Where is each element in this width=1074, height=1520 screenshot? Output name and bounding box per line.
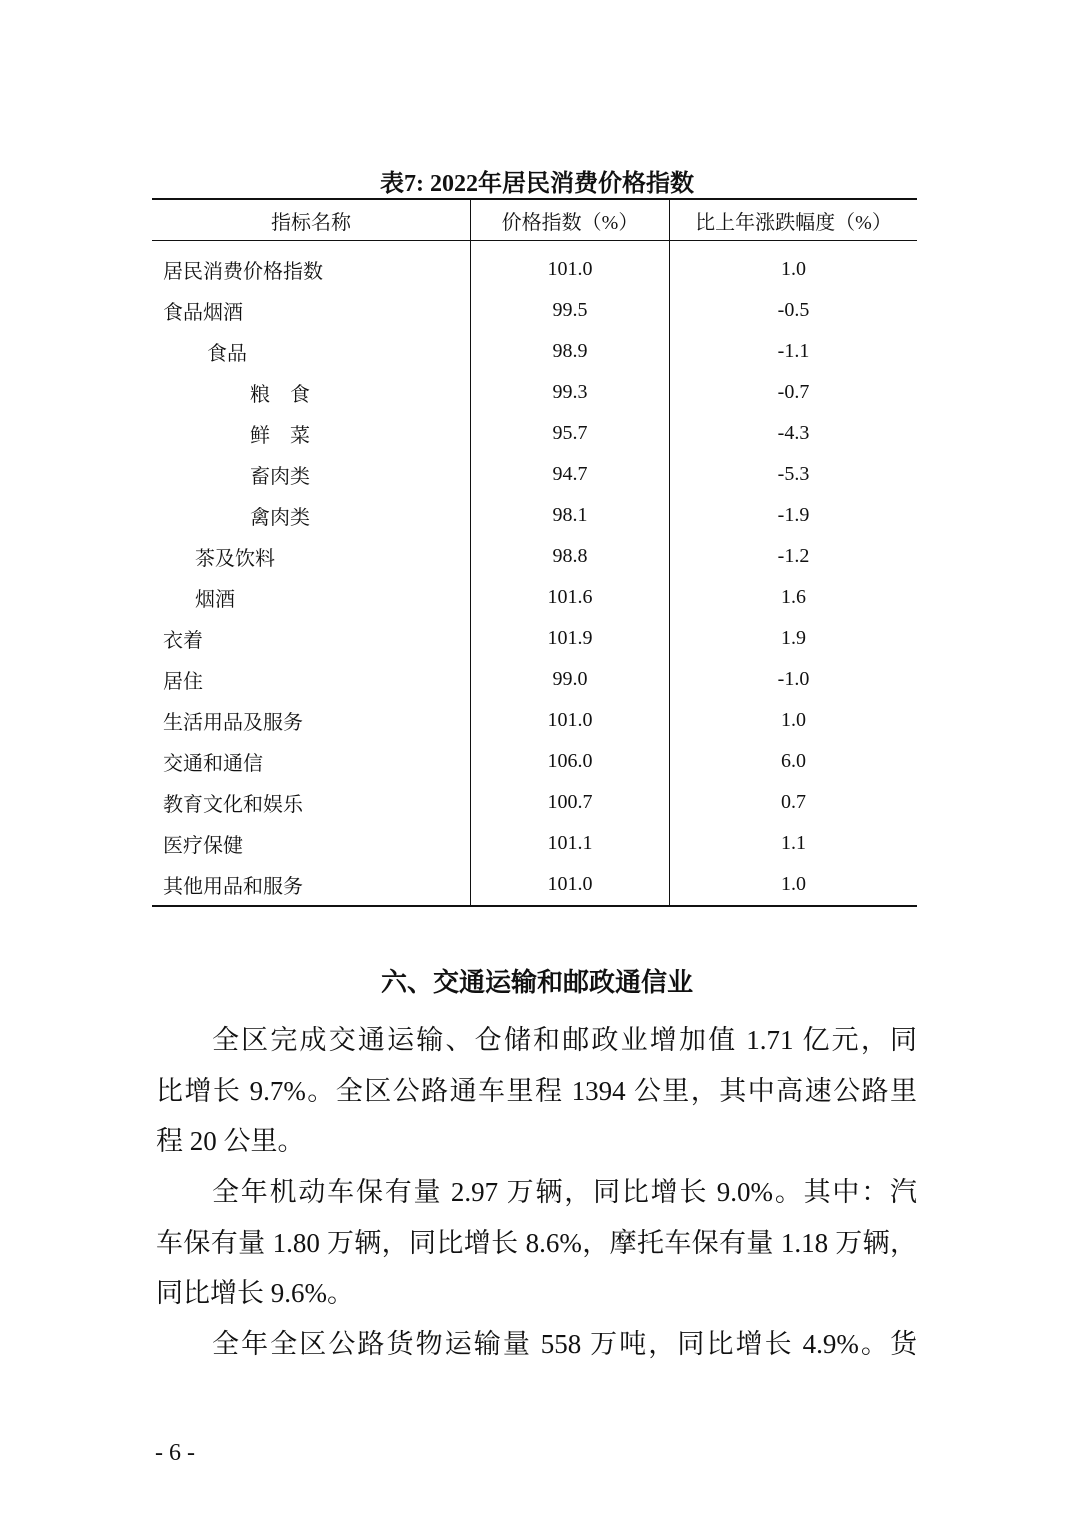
paragraph-line: 程 20 公里。 bbox=[156, 1126, 305, 1156]
row-yoy-change: -0.7 bbox=[670, 372, 918, 413]
paragraph-line: 车保有量 1.80 万辆，同比增长 8.6%，摩托车保有量 1.18 万辆， bbox=[156, 1227, 917, 1258]
table-row bbox=[152, 536, 917, 577]
table-row bbox=[152, 864, 917, 906]
row-name: 食品 bbox=[207, 343, 247, 365]
paragraph-2 bbox=[156, 1167, 917, 1319]
paragraph-line: 全年机动车保有量 2.97 万辆，同比增长 9.0%。其中：汽 bbox=[212, 1177, 917, 1207]
row-yoy-change: -1.2 bbox=[670, 536, 918, 577]
table-row bbox=[152, 782, 917, 823]
row-name: 食品烟酒 bbox=[163, 302, 243, 324]
row-price-index: 106.0 bbox=[471, 741, 670, 782]
row-name: 交通和通信 bbox=[163, 753, 263, 775]
paragraph-line: 比增长 9.7%。全区公路通车里程 1394 公里，其中高速公路里 bbox=[156, 1075, 917, 1106]
table-row bbox=[152, 290, 917, 331]
row-name: 畜肉类 bbox=[250, 466, 310, 488]
row-name: 茶及饮料 bbox=[195, 548, 275, 570]
row-yoy-change: 1.0 bbox=[670, 700, 918, 741]
row-name: 教育文化和娱乐 bbox=[163, 794, 303, 816]
table-header-row bbox=[152, 199, 917, 241]
row-name: 居民消费价格指数 bbox=[163, 261, 323, 283]
row-name: 医疗保健 bbox=[163, 835, 243, 857]
table-title: 表7: 2022年居民消费价格指数 bbox=[380, 171, 694, 197]
row-yoy-change: -4.3 bbox=[670, 413, 918, 454]
row-name: 其他用品和服务 bbox=[152, 864, 471, 906]
paragraph-1 bbox=[156, 1015, 917, 1167]
row-name: 粮 食 bbox=[250, 384, 310, 406]
table-row bbox=[152, 331, 917, 372]
table-body bbox=[152, 241, 917, 907]
page-number: - 6 - bbox=[155, 1440, 195, 1466]
row-price-index: 101.6 bbox=[471, 577, 670, 618]
paragraph-line: 同比增长 9.6%。 bbox=[156, 1278, 354, 1308]
row-name: 衣着 bbox=[163, 630, 203, 652]
row-price-index: 99.3 bbox=[471, 372, 670, 413]
table-row bbox=[152, 454, 917, 495]
row-price-index: 101.9 bbox=[471, 618, 670, 659]
row-price-index: 99.0 bbox=[471, 659, 670, 700]
table-row bbox=[152, 241, 917, 291]
table-row bbox=[152, 495, 917, 536]
row-name: 生活用品及服务 bbox=[163, 712, 303, 734]
row-price-index: 101.0 bbox=[471, 700, 670, 741]
row-yoy-change: -0.5 bbox=[670, 290, 918, 331]
section-heading: 六、交通运输和邮政通信业 bbox=[380, 968, 693, 997]
cpi-table bbox=[152, 198, 917, 907]
table-row bbox=[152, 372, 917, 413]
row-yoy-change: 1.6 bbox=[670, 577, 918, 618]
row-price-index: 101.1 bbox=[471, 823, 670, 864]
row-yoy-change: -1.9 bbox=[670, 495, 918, 536]
row-yoy-change: 1.0 bbox=[670, 864, 918, 906]
paragraph-3 bbox=[156, 1319, 917, 1370]
row-name: 烟酒 bbox=[195, 589, 235, 611]
table-row bbox=[152, 618, 917, 659]
header-yoy-change: 比上年涨跌幅度（%） bbox=[670, 199, 918, 241]
table-row bbox=[152, 413, 917, 454]
table-row bbox=[152, 823, 917, 864]
row-yoy-change: -5.3 bbox=[670, 454, 918, 495]
paragraph-line: 全区完成交通运输、仓储和邮政业增加值 1.71 亿元，同 bbox=[212, 1025, 917, 1055]
row-price-index: 94.7 bbox=[471, 454, 670, 495]
row-price-index: 99.5 bbox=[471, 290, 670, 331]
row-price-index: 101.0 bbox=[471, 864, 670, 906]
row-price-index: 95.7 bbox=[471, 413, 670, 454]
row-price-index: 98.1 bbox=[471, 495, 670, 536]
row-price-index: 98.8 bbox=[471, 536, 670, 577]
header-price-index: 价格指数（%） bbox=[471, 199, 670, 241]
table-row bbox=[152, 577, 917, 618]
table-row bbox=[152, 741, 917, 782]
header-indicator-name: 指标名称 bbox=[271, 211, 351, 234]
row-yoy-change: 1.0 bbox=[670, 241, 918, 291]
row-yoy-change: 0.7 bbox=[670, 782, 918, 823]
row-name: 禽肉类 bbox=[250, 507, 310, 529]
row-name: 居住 bbox=[163, 671, 203, 693]
row-name: 鲜 菜 bbox=[250, 425, 310, 447]
row-price-index: 101.0 bbox=[471, 241, 670, 291]
table-row bbox=[152, 700, 917, 741]
row-yoy-change: 1.1 bbox=[670, 823, 918, 864]
row-yoy-change: -1.0 bbox=[670, 659, 918, 700]
table-row bbox=[152, 659, 917, 700]
row-price-index: 100.7 bbox=[471, 782, 670, 823]
row-price-index: 98.9 bbox=[471, 331, 670, 372]
row-yoy-change: 1.9 bbox=[670, 618, 918, 659]
row-yoy-change: -1.1 bbox=[670, 331, 918, 372]
paragraph-line: 全年全区公路货物运输量 558 万吨，同比增长 4.9%。货 bbox=[212, 1329, 917, 1359]
row-yoy-change: 6.0 bbox=[670, 741, 918, 782]
